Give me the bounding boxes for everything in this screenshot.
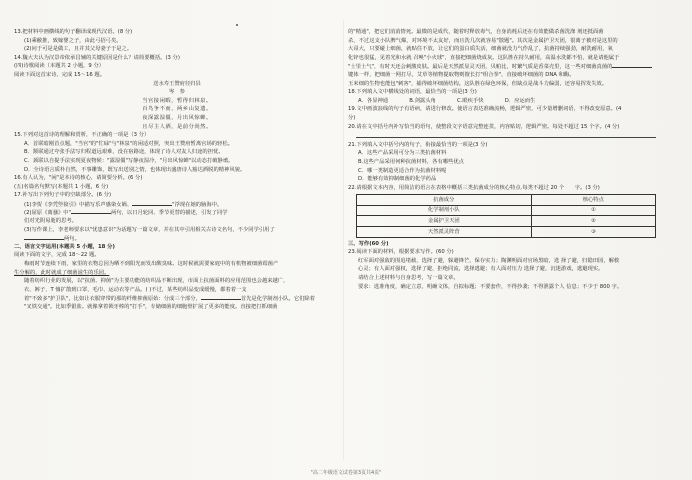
line-text: 送水寿王赞府径归县 — [153, 80, 201, 87]
table-header-row — [357, 195, 656, 206]
text-line — [348, 167, 674, 176]
line-text: 二、语言文字运用(本题共 5 小题，18 分) — [14, 243, 115, 250]
answer-blank[interactable] — [132, 200, 172, 206]
text-line — [348, 274, 674, 283]
table-cell-component: 天然派灵阵营 — [357, 227, 532, 238]
line-text: 20.请在文中括号内补写恰当的语句，使整段文字语意完整连贯，内容贴切，逻辑严密。每处不超过 15 个字。(4 分) — [348, 123, 620, 130]
table-header-cell: 抗菌成分 — [357, 195, 532, 206]
line-text: 着"不致多"护卫队"，比如让衣服穿带的那的纤维抑菌原始：分成三个部分， — [24, 296, 201, 303]
line-text: 键体一样，把细菌一网打尽，艾草等植物提取物则擅长打"组合拳"，直接破坏细菌的 DNA 和酶。 — [348, 71, 575, 78]
text-line — [14, 174, 340, 183]
line-text: 玉米细的生物也能包"刺客"，捕得破坏细菌结构。这队胜在绿色环保，但缺点是战斗力偏弱，还容易挥发失效。 — [348, 80, 608, 87]
writing-section — [348, 240, 674, 292]
answer-blank[interactable] — [612, 62, 652, 68]
answer-blank[interactable] — [71, 208, 111, 214]
line-text: 随着纺织行业的发展，以"抗菌、抑菌"为主要功能的纺织品不断出现，市面上抗菌面料的应用范围也会越来越广， — [24, 278, 289, 285]
right-column — [348, 28, 674, 291]
text-line — [14, 200, 340, 209]
text-line — [14, 269, 340, 278]
text-line — [14, 148, 340, 157]
line-text: (四)诗歌阅读（本题共 2 小题，9 分） — [14, 63, 105, 70]
text-line — [348, 114, 674, 123]
text-line — [348, 28, 674, 37]
line-text-tail: 首先是化学制剂小队。它们除着 — [240, 296, 315, 303]
text-line — [348, 37, 674, 46]
line-text: 生分解的，此时就成了细菌滋生的乐园。 — [14, 269, 110, 276]
text-line — [14, 131, 340, 140]
text-line — [14, 234, 340, 243]
line-text: (3)写作课上，李老师要求以"忧患意识"为话题写一篇文章，并在其中引用相关古诗文名句，不少同学引用了 — [24, 226, 275, 233]
line-text: 19.文中画波浪线的句子有语病，请进行修改。使语言表达准确流畅，逻辑严密，可少量增删词语，不得改变原意。(4 — [348, 106, 622, 113]
line-text: 当官接闲暇，暂得归林泉。 — [142, 97, 212, 104]
table-row — [357, 216, 656, 227]
line-text: 心灵；有人面对强权，选择了避，拒绝同流，选择逃避；有人面对压力 选择了避，沉迷游戏，逃避现实。 — [358, 266, 604, 273]
line-text: B．颔联通过夸张手法写归程道远艰难，没在宿路途，体现了诗人对友人归途的担忧。 — [24, 149, 224, 156]
text-line — [14, 114, 340, 123]
text-line — [348, 88, 674, 97]
text-line — [14, 226, 340, 235]
text-line — [14, 54, 340, 63]
line-text: C．哪一类制造更适合作为抗菌材料呢 — [358, 167, 447, 174]
line-text: 们对光阴易逝的思考。 — [24, 218, 77, 225]
text-line — [14, 157, 340, 166]
text-line — [356, 131, 656, 138]
line-text: 百鸟争不而，两乡山复遗。 — [142, 106, 212, 113]
text-line — [348, 71, 674, 80]
line-text: 15.下列对这首诗的理解和赏析，不正确的一项是（3 分） — [14, 132, 150, 139]
text-line — [14, 105, 340, 114]
text-line — [14, 208, 340, 217]
line-text: C．颈联以自提手法实现夏夜物候："露湿僵"写静夜湿冷，"月出风惊蝉"以动态打破静谧。 — [24, 157, 234, 164]
text-line — [348, 141, 674, 150]
line-text: 三、写作(60 分) — [348, 240, 389, 247]
table-row — [357, 205, 656, 216]
table-cell-feature: ① — [531, 205, 655, 216]
line-text: 阅读下面这首宋诗，完成 15～16 题。 — [14, 71, 106, 78]
line-text: 的"精通"，把它们消消情死。最微的是成代，随着时释放毒气，自身消耗后还在有效能做杀菌洗涤 剂还抵面菌 — [348, 29, 604, 35]
line-text: 13.把材料中画横线的句子翻译成现代汉语。(8 分) — [14, 29, 133, 35]
table-cell-component: 化学制剂小队 — [357, 205, 532, 216]
line-text: A．首联暗刚首点题，"当官"的"忙碌"与"林泉"的闲适对照，突出王赞府暂离官场的轻松。 — [24, 140, 233, 147]
line-text: A．这些产品采用可分为三类抗菌材料 — [358, 150, 447, 157]
line-text: 18.下列填入文中横线处的词语，最恰当的一项是(3 分) — [348, 89, 477, 96]
line-text: 红军面对强敌的围追堵截，选择了避，躲避锋芒，保存实力；陶渊明面对官场黑暗，选 择了避，归隐田园，解救 — [358, 257, 620, 264]
text-line — [14, 71, 340, 80]
left-column — [14, 28, 340, 312]
page-mark — [236, 24, 238, 26]
text-line — [14, 260, 340, 269]
text-line — [348, 80, 674, 89]
line-text: (2)问于可是是做工，且并其父母妻子于是之。 — [24, 46, 133, 53]
text-line — [14, 286, 340, 295]
line-text: 岑 参 — [169, 89, 185, 96]
right-column-questions — [348, 28, 674, 192]
table-cell-component: 金属护卫天团 — [357, 216, 532, 227]
line-text: 大哥大，只要碰上细菌，就贴住不放，让它们的蛋白质失活，细菌就没力气作乱了，抗菌持续强劲，耐洗耐用，氧 — [348, 46, 613, 53]
text-line — [348, 175, 674, 184]
text-line — [14, 303, 340, 312]
table-row — [357, 227, 656, 238]
text-line — [14, 123, 340, 132]
line-text: (1)李贺《李凭箜篌引》中描写乐声感染女娲、 — [24, 201, 133, 208]
line-text: 要求：选准角度，确定立意，明确文体，自拟标题；不要套作，不得抄袭；不得泄露个人 信息；不少于 800 字。 — [358, 283, 623, 290]
text-line — [14, 243, 340, 252]
text-line — [348, 240, 674, 249]
text-line — [14, 88, 340, 97]
table-cell-feature: ② — [531, 216, 655, 227]
text-line — [348, 54, 674, 63]
line-text-tail: 两句，以日月轮回、季节更替的描述，引发了同学 — [111, 210, 228, 217]
text-line — [348, 257, 674, 266]
line-text: 衣、裤子、T 恤扩散到口罩、毛巾、运动衣等产品。( )不过，某些纺织品变成缓慢，都着着一支 — [24, 286, 247, 293]
feature-table — [356, 194, 656, 237]
line-text: D．全诗语言质朴自然，不事雕饰，既写出送别之情，也体现出盛唐诗人豁达洒脱的精神风貌。 — [24, 166, 246, 173]
text-line — [14, 294, 340, 303]
line-text: "士里士气"，有时天还会刺激皮肤。最后是天然派显灵天团，贝帕比，时繁气质是香菜壳里，这一些对细菌真菌的 — [348, 64, 613, 71]
line-text: "叉铁交通"。比如季银盐。就像拿着锁牙棒的"打手"，专储细菌的细胞壁扩展了更多的能度。直接把打抓细菌 — [24, 304, 278, 310]
line-text: 17.补写出下列句子中的空缺部分。(6 分) — [14, 192, 112, 199]
text-line — [348, 105, 674, 114]
page-fold-divider — [343, 20, 344, 460]
text-line — [348, 45, 674, 54]
text-line — [14, 37, 340, 46]
line-text: (2)屈原《离骚》中" — [24, 210, 72, 217]
line-text: (五)名篇名句默写(本题共 1 小题，6 分) — [14, 183, 109, 190]
text-line — [14, 80, 340, 89]
text-line — [348, 184, 674, 193]
line-text: 化锌也很猛，见着光和水就 召唤"小火球"，直接把细菌烧成灰。这队胜在持久耐用，高温水洗都不怕，就是请他属于 — [348, 54, 620, 61]
text-line — [14, 28, 340, 37]
line-text: 夜深露湿僵，月出风惊蝉。 — [142, 114, 212, 121]
line-text-tail: "浮现在她的脑海中。 — [172, 201, 223, 208]
text-line — [348, 248, 674, 257]
line-text: 请结合上述材料与自身思考，写一篇文章。 — [358, 275, 459, 282]
line-text: 22.请根据文本内容，用简洁的语言在表格中概括三类抗菌成分的核心特点.每类不超过 20 个 字。(3 分) — [348, 184, 600, 191]
answer-blank[interactable] — [24, 234, 64, 240]
line-text: 21.下列填入文中括号内的句子，衔接最恰当的一项是(3 分) — [348, 141, 488, 148]
line-text: 杀，不过这支小队脾气爆，对环境不太友好，而且洗几次就容易"散题"。其次是金属护卫天团，很离子被对是这里的 — [348, 37, 618, 44]
text-line — [14, 62, 340, 71]
line-text: A．各显神通 B.剑露头角 C.眼疾手快 D．应运而生 — [358, 97, 536, 104]
answer-blank[interactable] — [201, 294, 241, 300]
line-text: 14.魏大夫认为汉景帝依承昌辅的关键原因是什么？请简要概括。(3 分) — [14, 54, 180, 61]
text-line — [14, 217, 340, 226]
text-line — [14, 97, 340, 106]
text-line — [14, 140, 340, 149]
text-line — [348, 97, 674, 106]
table-cell-feature: ③ — [531, 227, 655, 238]
text-line — [348, 62, 674, 71]
line-text: 阅读下面的文字，完成 18～22 题。 — [14, 252, 100, 259]
text-line — [14, 251, 340, 260]
text-line — [348, 149, 674, 158]
text-line — [348, 265, 674, 274]
text-line — [348, 123, 674, 132]
line-text-tail: 两句。 — [64, 236, 80, 243]
text-line — [14, 183, 340, 192]
text-line — [14, 191, 340, 200]
text-line — [348, 283, 674, 292]
line-text: 23.阅读下面的材料，根据要求写作。(60 分) — [348, 249, 454, 256]
line-text: 16.有人认为，"闲"是本诗的核心，请简要分析。(6 分) — [14, 175, 143, 182]
line-text: 且尽主人酒，是前分尚然。 — [142, 123, 212, 130]
page-footer: "高二年级语文试卷第3页共4页" — [310, 470, 382, 476]
table-header-cell: 核心特点 — [531, 195, 655, 206]
line-text: D．能够有效抑制细菌的化学药品 — [358, 176, 437, 183]
text-line — [14, 277, 340, 286]
text-line — [14, 45, 340, 54]
text-line — [348, 158, 674, 167]
line-text: 梅雨时节连续下雨，家里的衣物总因为晒不到阳光而发出酸臭味。这时候就需要家庭中的有机物被细菌霉菌产 — [24, 261, 279, 268]
line-text: B.这些产品采用何种抗菌材料，各有哪些优点 — [358, 158, 464, 165]
line-text: (1)乘敝推，致嫁婴之子，由此弓招弓矣。 — [24, 37, 122, 44]
text-line — [14, 166, 340, 175]
line-text: 分) — [348, 114, 356, 121]
